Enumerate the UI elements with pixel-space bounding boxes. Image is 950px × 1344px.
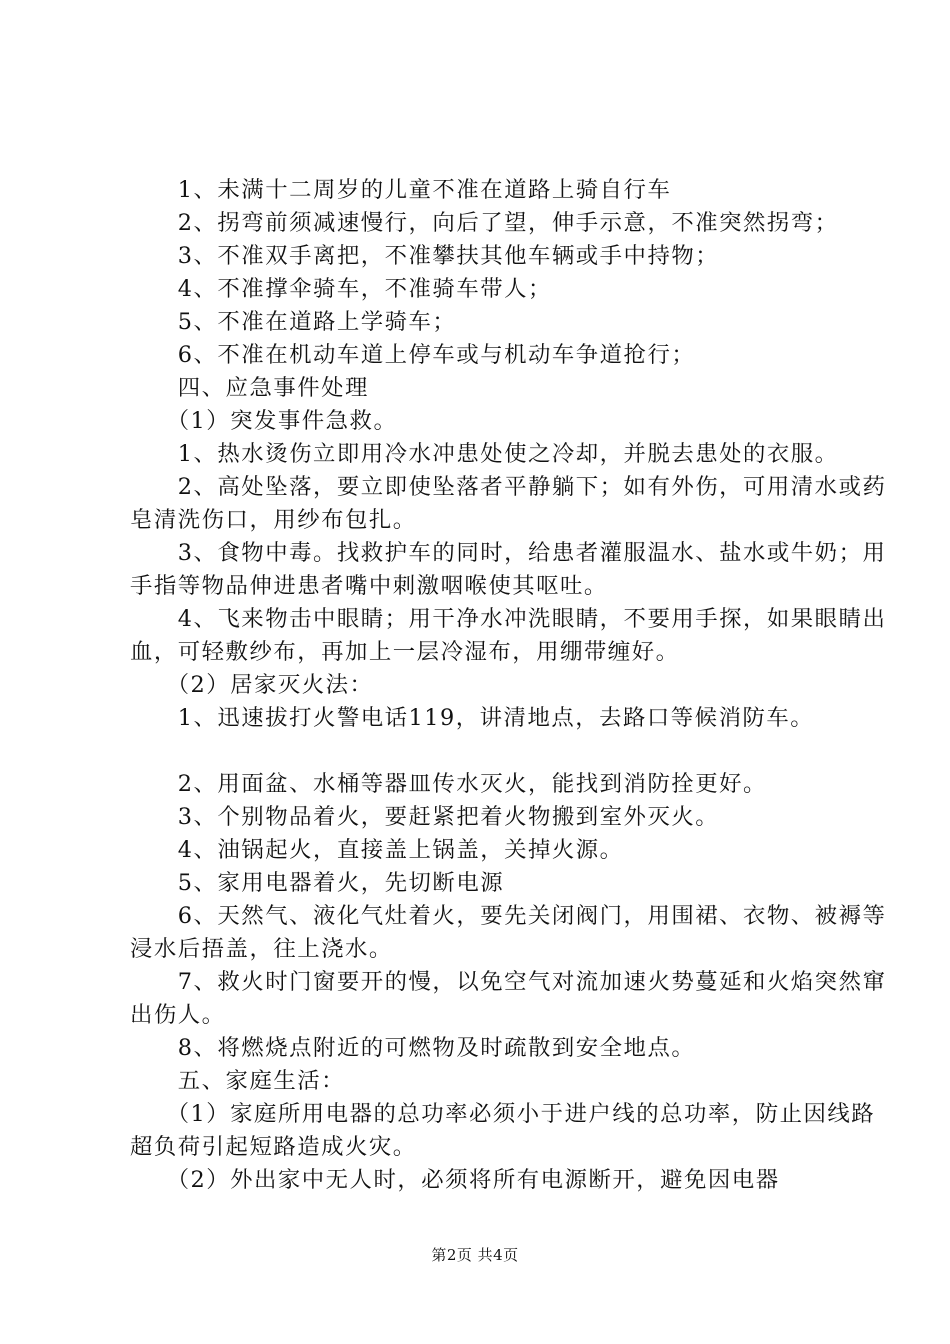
document-body — [130, 174, 890, 1197]
paragraph-burns: 1、热水烫伤立即用冷水冲患处使之冷却，并脱去患处的衣服。 — [130, 441, 839, 467]
paragraph-rule-6: 6、不准在机动车道上停车或与机动车争道抢行； — [130, 342, 696, 368]
paragraph-fire-appliance: 5、家用电器着火，先切断电源 — [130, 870, 505, 896]
paragraph-fire-call: 1、迅速拔打火警电话119，讲清地点，去路口等候消防车。 — [130, 705, 815, 731]
paragraph-fire-items: 3、个别物品着火，要赶紧把着火物搬到室外灭火。 — [130, 804, 720, 830]
subheading-first-aid: （1）突发事件急救。 — [130, 408, 398, 434]
paragraph-rule-3: 3、不准双手离把，不准攀扶其他车辆或手中持物； — [130, 243, 720, 269]
paragraph-rule-2: 2、拐弯前须减速慢行，向后了望，伸手示意，不准突然拐弯； — [130, 210, 839, 236]
paragraph-fire-windows: 7、救火时门窗要开的慢，以免空气对流加速火势蔓延和火焰突然窜出伤人。 — [130, 969, 887, 1028]
paragraph-fire-gas: 6、天然气、液化气灶着火，要先关闭阀门，用围裙、衣物、被褥等浸水后捂盖，往上浇水。 — [130, 903, 887, 962]
paragraph-eye-injury: 4、飞来物击中眼睛；用干净水冲洗眼睛，不要用手探，如果眼睛出血，可轻敷纱布，再加上一层冷湿布，用绷带缠好。 — [130, 606, 887, 665]
section-heading-home-life: 五、家庭生活： — [130, 1068, 346, 1094]
blank-line — [130, 735, 890, 768]
paragraph-food-poisoning: 3、食物中毒。找救护车的同时，给患者灌服温水、盐水或牛奶；用手指等物品伸进患者嘴中刺激咽喉使其呕吐。 — [130, 540, 887, 599]
paragraph-fire-water: 2、用面盆、水桶等器皿传水灭火，能找到消防拴更好。 — [130, 771, 767, 797]
paragraph-home-away: （2）外出家中无人时，必须将所有电源断开，避免因电器 — [130, 1167, 780, 1193]
paragraph-rule-1: 1、未满十二周岁的儿童不准在道路上骑自行车 — [130, 177, 672, 203]
paragraph-fire-wok: 4、油锅起火，直接盖上锅盖，关掉火源。 — [130, 837, 624, 863]
paragraph-home-power: （1）家庭所用电器的总功率必须小于进户线的总功率，防止因线路超负荷引起短路造成火灾。 — [130, 1101, 876, 1160]
section-heading-emergency: 四、应急事件处理 — [130, 375, 369, 401]
paragraph-rule-5: 5、不准在道路上学骑车； — [130, 309, 457, 335]
page-number-footer: 第2页 共4页 — [431, 1246, 519, 1264]
subheading-fire-fighting: （2）居家灭火法： — [130, 672, 374, 698]
paragraph-rule-4: 4、不准撑伞骑车，不准骑车带人； — [130, 276, 552, 302]
paragraph-fire-combustibles: 8、将燃烧点附近的可燃物及时疏散到安全地点。 — [130, 1035, 696, 1061]
paragraph-falls: 2、高处坠落，要立即使坠落者平静躺下；如有外伤，可用清水或药皂清洗伤口，用纱布包扎。 — [130, 474, 887, 533]
